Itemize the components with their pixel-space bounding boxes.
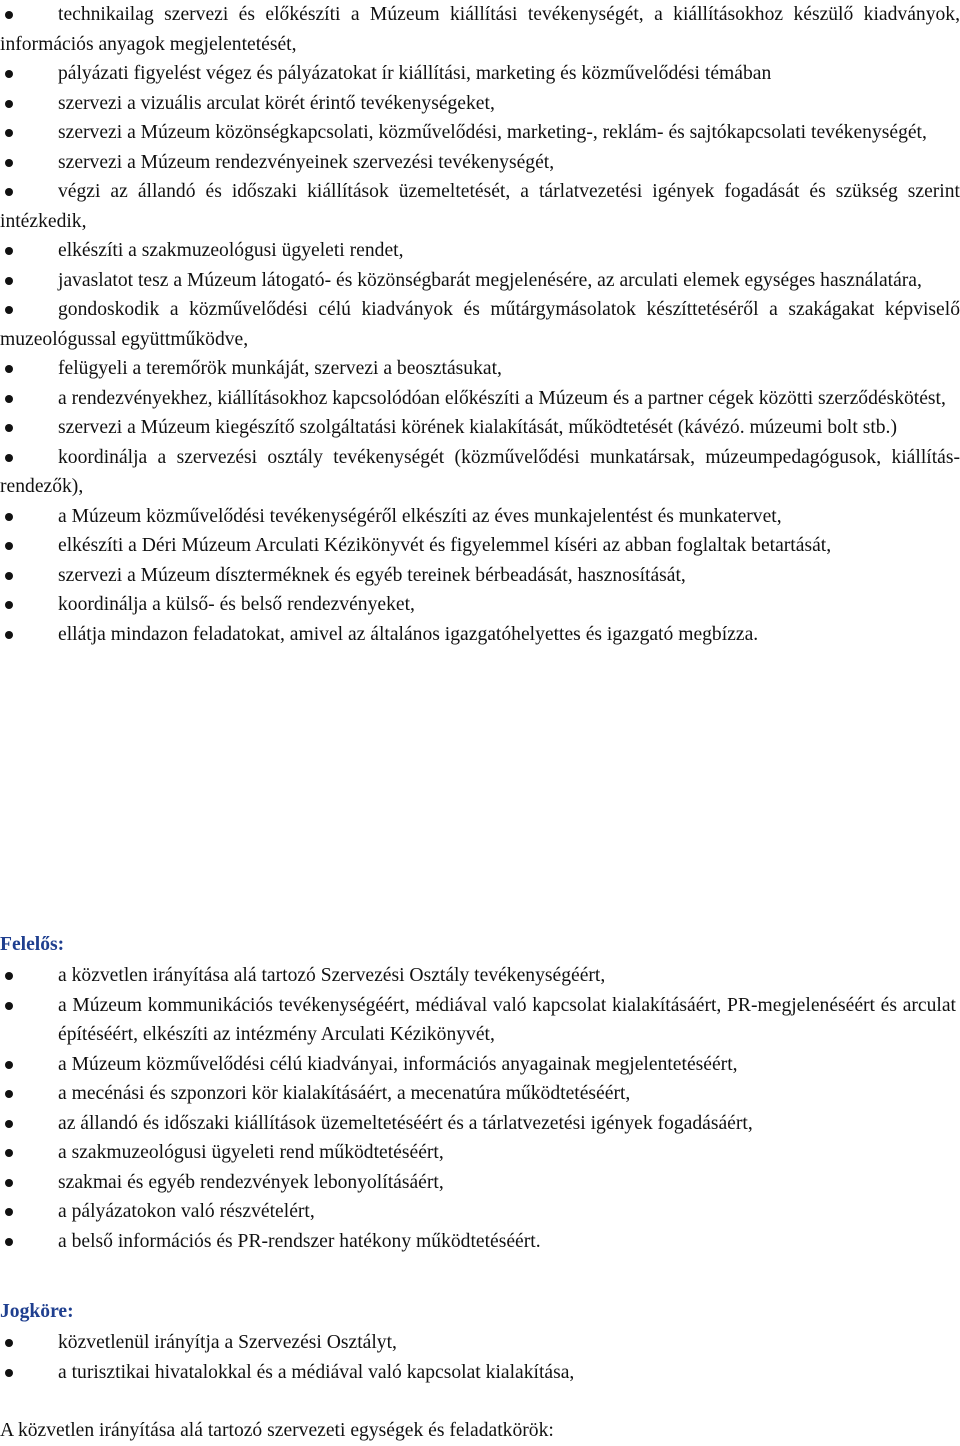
list-item: szervezi a Múzeum rendezvényeinek szervezési tevékenységét, bbox=[0, 148, 960, 178]
list-item: szervezi a Múzeum közönségkapcsolati, közművelődési, marketing-, reklám- és sajtókapcsolati tevékenységét, bbox=[0, 118, 960, 148]
list-item: végzi az állandó és időszaki kiállítások üzemeltetését, a tárlatvezetési igények fogadását és szükség szerint intézkedik, bbox=[0, 177, 960, 236]
list-item: a Múzeum közművelődési célú kiadványai, információs anyagainak megjelentetéséért, bbox=[0, 1050, 960, 1080]
list-item: közvetlenül irányítja a Szervezési Osztályt, bbox=[0, 1328, 960, 1358]
duties-list bbox=[0, 0, 960, 649]
list-item: gondoskodik a közművelődési célú kiadványok és műtárgymásolatok készíttetéséről a szakágakat képviselő muzeológussal együttműködve, bbox=[0, 295, 960, 354]
list-item: a Múzeum közművelődési tevékenységéről elkészíti az éves munkajelentést és munkatervet, bbox=[0, 502, 960, 532]
jogkore-list bbox=[0, 1328, 960, 1387]
felelos-list bbox=[0, 961, 960, 1256]
list-item: elkészíti a Déri Múzeum Arculati Kézikönyvét és figyelemmel kíséri az abban foglaltak betartását, bbox=[0, 531, 960, 561]
list-item: javaslatot tesz a Múzeum látogató- és közönségbarát megjelenésére, az arculati elemek egységes használatára, bbox=[0, 266, 960, 296]
list-item: a belső információs és PR-rendszer hatékony működtetéséért. bbox=[0, 1227, 960, 1257]
list-item: koordinálja a külső- és belső rendezvényeket, bbox=[0, 590, 960, 620]
list-item: az állandó és időszaki kiállítások üzemeltetéséért és a tárlatvezetési igények fogadásáért, bbox=[0, 1109, 960, 1139]
list-item: technikailag szervezi és előkészíti a Múzeum kiállítási tevékenységét, a kiállításokhoz készülő kiadványok, információs anyagok megjelentetését, bbox=[0, 0, 960, 59]
list-item: a turisztikai hivatalokkal és a médiával való kapcsolat kialakítása, bbox=[0, 1358, 960, 1388]
list-item: a közvetlen irányítása alá tartozó Szervezési Osztály tevékenységéért, bbox=[0, 961, 960, 991]
list-item: a mecénási és szponzori kör kialakításáért, a mecenatúra működtetéséért, bbox=[0, 1079, 960, 1109]
subunits-intro-line: A közvetlen irányítása alá tartozó szervezeti egységek és feladatkörök: bbox=[0, 1420, 554, 1441]
section-heading-felelos: Felelős: bbox=[0, 934, 65, 955]
list-item: a szakmuzeológusi ügyeleti rend működtetéséért, bbox=[0, 1138, 960, 1168]
list-item: szervezi a Múzeum kiegészítő szolgáltatási körének kialakítását, működtetését (kávézó. múzeumi bolt stb.) bbox=[0, 413, 960, 443]
list-item: szakmai és egyéb rendezvények lebonyolításáért, bbox=[0, 1168, 960, 1198]
list-item: felügyeli a teremőrök munkáját, szervezi a beosztásukat, bbox=[0, 354, 960, 384]
list-item: szervezi a vizuális arculat körét érintő tevékenységeket, bbox=[0, 89, 960, 119]
list-item: a Múzeum kommunikációs tevékenységéért, médiával való kapcsolat kialakításáért, PR-megjelenéséért és arculat építéséért, elkészíti az intézmény Arculati Kézikönyvét, bbox=[0, 991, 960, 1050]
section-heading-jogkore: Jogköre: bbox=[0, 1301, 74, 1322]
list-item: ellátja mindazon feladatokat, amivel az általános igazgatóhelyettes és igazgató megbízza. bbox=[0, 620, 960, 650]
list-item: pályázati figyelést végez és pályázatokat ír kiállítási, marketing és közművelődési témában bbox=[0, 59, 960, 89]
list-item: a pályázatokon való részvételért, bbox=[0, 1197, 960, 1227]
list-item: szervezi a Múzeum díszterméknek és egyéb tereinek bérbeadását, hasznosítását, bbox=[0, 561, 960, 591]
list-item: koordinálja a szervezési osztály tevékenységét (közművelődési munkatársak, múzeumpedagógusok, kiállítás-rendezők), bbox=[0, 443, 960, 502]
list-item: elkészíti a szakmuzeológusi ügyeleti rendet, bbox=[0, 236, 960, 266]
list-item: a rendezvényekhez, kiállításokhoz kapcsolódóan előkészíti a Múzeum és a partner cégek közötti szerződéskötést, bbox=[0, 384, 960, 414]
